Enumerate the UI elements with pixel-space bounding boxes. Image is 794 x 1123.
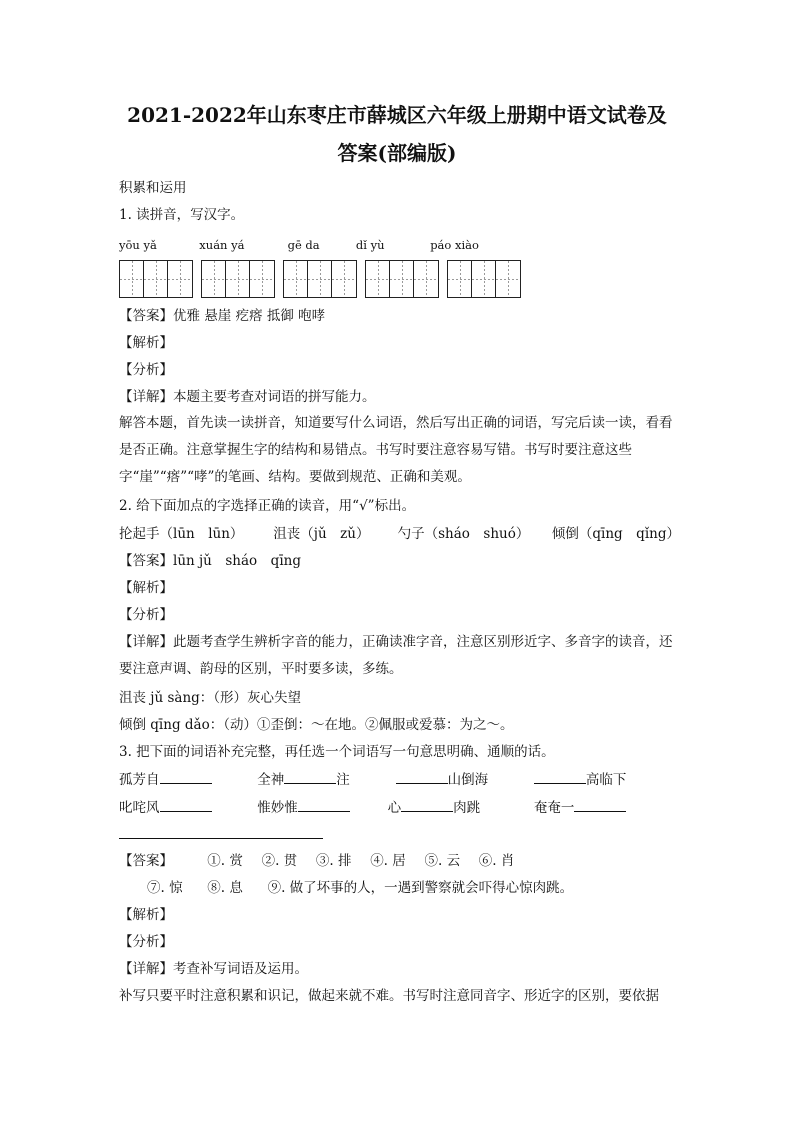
q3-item-8: 奄奄一 [534, 797, 627, 818]
q3-answer-1: ①. 赏 [207, 853, 243, 869]
q2-fenxi: 【分析】 [119, 607, 173, 623]
q3-fenxi: 【分析】 [119, 934, 173, 950]
q2-stem: 2. 给下面加点的字选择正确的读音，用“√”标出。 [119, 498, 416, 514]
q3-answer-row-1 [119, 851, 514, 871]
q3-answer-label: 【答案】 [119, 853, 173, 869]
tian-box-2[interactable] [201, 260, 275, 298]
q2-item-2: 沮丧（jǔ zǔ） [273, 526, 370, 542]
writing-grid [119, 260, 521, 298]
q2-note-2: 倾倒 qīng dǎo：（动）①歪倒：～在地。②佩服或爱慕：为之～。 [119, 717, 514, 733]
title-line-1: 2021-2022年山东枣庄市薛城区六年级上册期中语文试卷及 [127, 103, 667, 127]
q2-detail: 【详解】此题考查学生辨析字音的能力，正确读准字音，注意区别形近字、多音字的读音，还要注意声调、韵母的区别，平时要多读，多练。 [119, 634, 673, 677]
q3-item-7: 心 肉跳 [388, 797, 530, 818]
q2-items [119, 524, 680, 544]
q3-answer-row-2 [147, 878, 573, 898]
tian-box-1[interactable] [119, 260, 193, 298]
q3-row-1 [119, 769, 626, 790]
q3-answer-5: ⑤. 云 [424, 853, 461, 869]
q2-item-4: 倾倒（qīng qǐng） [551, 526, 680, 542]
q3-stem: 3. 把下面的词语补充完整，再任选一个词语写一句意思明确、通顺的话。 [119, 744, 555, 760]
q2-item-1: 抡起手（lūn lūn） [119, 526, 244, 542]
q1-explanation: 解答本题，首先读一读拼音，知道要写什么词语，然后写出正确的词语，写完后读一读，看看是否正确。注意掌握生字的结构和易错点。书写时要注意容易写错。书写时要注意这些字“崖”“瘩”“哮”的笔画、结构。要做到规范、正确和美观。 [119, 415, 673, 485]
pinyin-3: gē da [287, 238, 320, 252]
tian-box-4[interactable] [365, 260, 439, 298]
pinyin-2: xuán yá [199, 238, 245, 252]
q3-answer-7: ⑦. 惊 [147, 880, 183, 896]
q1-fenxi: 【分析】 [119, 362, 173, 378]
q3-jiexi: 【解析】 [119, 907, 173, 923]
q3-answer-6: ⑥. 肖 [478, 853, 515, 869]
q1-pinyin-row [119, 235, 493, 255]
q2-note-1: 沮丧 jǔ sàng：（形）灰心失望 [119, 690, 302, 706]
section-heading: 积累和运用 [119, 180, 187, 196]
q3-answer-8: ⑧. 息 [207, 880, 243, 896]
q3-item-5: 叱咤风 [119, 797, 253, 818]
document-title [60, 96, 734, 172]
q3-item-1: 孤芳自 [119, 769, 253, 790]
q3-item-6: 惟妙惟 [257, 797, 383, 818]
q3-item-4: 高临下 [534, 769, 627, 790]
q1-detail: 【详解】本题主要考查对词语的拼写能力。 [119, 389, 376, 405]
q1-answer: 【答案】优雅 悬崖 疙瘩 抵御 咆哮 [119, 308, 326, 324]
pinyin-1: yōu yǎ [119, 238, 157, 252]
title-line-2: 答案(部编版) [337, 141, 457, 165]
tian-box-5[interactable] [447, 260, 521, 298]
q3-answer-2: ②. 贯 [261, 853, 298, 869]
q3-item-3: 山倒海 [396, 769, 530, 790]
tian-box-3[interactable] [283, 260, 357, 298]
answer-line [119, 838, 323, 839]
q3-explanation: 补写只要平时注意积累和识记，做起来就不难。书写时注意同音字、形近字的区别，要依据 [119, 988, 659, 1004]
q2-jiexi: 【解析】 [119, 580, 173, 596]
q3-answer-4: ④. 居 [370, 853, 406, 869]
q1-jiexi: 【解析】 [119, 335, 173, 351]
q3-answer-9: ⑨. 做了坏事的人，一遇到警察就会吓得心惊肉跳。 [267, 880, 574, 896]
pinyin-5: páo xiào [430, 238, 479, 252]
q2-answer: 【答案】lūn jǔ sháo qīng [119, 553, 301, 569]
q3-row-2 [119, 797, 626, 818]
q3-answer-3: ③. 排 [315, 853, 352, 869]
q3-detail: 【详解】考查补写词语及运用。 [119, 961, 308, 977]
q2-item-3: 勺子（sháo shuó） [397, 526, 530, 542]
q3-item-2: 全神 注 [257, 769, 391, 790]
q1-stem: 1. 读拼音，写汉字。 [119, 207, 245, 223]
pinyin-4: dǐ yù [355, 238, 385, 252]
